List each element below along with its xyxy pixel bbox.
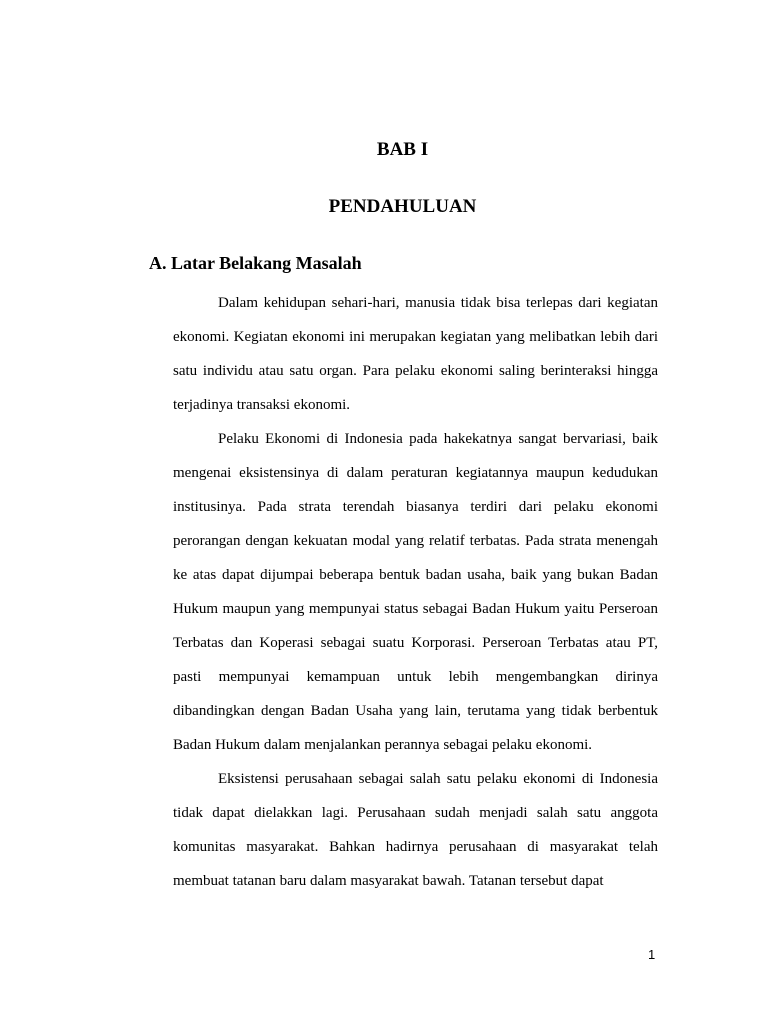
chapter-number: BAB I [376,139,429,160]
page-number: 1 [648,947,656,962]
section-heading: A. Latar Belakang Masalah [149,253,362,273]
body-text [173,286,658,898]
paragraph: Dalam kehidupan sehari-hari, manusia tidak bisa terlepas dari kegiatan ekonomi. Kegiatan ekonomi ini merupakan kegiatan yang melibatkan lebih dari satu individu atau satu organ. Para pelaku ekonomi saling berinteraksi hingga terjadinya transaksi ekonomi. [173,295,658,413]
chapter-title: PENDAHULUAN [328,196,477,217]
paragraph: Eksistensi perusahaan sebagai salah satu pelaku ekonomi di Indonesia tidak dapat dielakkan lagi. Perusahaan sudah menjadi salah satu anggota komunitas masyarakat. Bahkan hadirnya perusahaan di masyarakat telah membuat tatanan baru dalam masyarakat bawah. Tatanan tersebut dapat [173,771,658,889]
paragraph: Pelaku Ekonomi di Indonesia pada hakekatnya sangat bervariasi, baik mengenai eksistensinya di dalam peraturan kegiatannya maupun kedudukan institusinya. Pada strata terendah biasanya terdiri dari pelaku ekonomi perorangan dengan kekuatan modal yang relatif terbatas. Pada strata menengah ke atas dapat dijumpai beberapa bentuk badan usaha, baik yang bukan Badan Hukum maupun yang mempunyai status sebagai Badan Hukum yaitu Perseroan Terbatas dan Koperasi sebagai suatu Korporasi. Perseroan Terbatas atau PT, pasti mempunyai kemampuan untuk lebih mengembangkan dirinya dibandingkan dengan Badan Usaha yang lain, terutama yang tidak berbentuk Badan Hukum dalam menjalankan perannya sebagai pelaku ekonomi. [173,431,658,753]
